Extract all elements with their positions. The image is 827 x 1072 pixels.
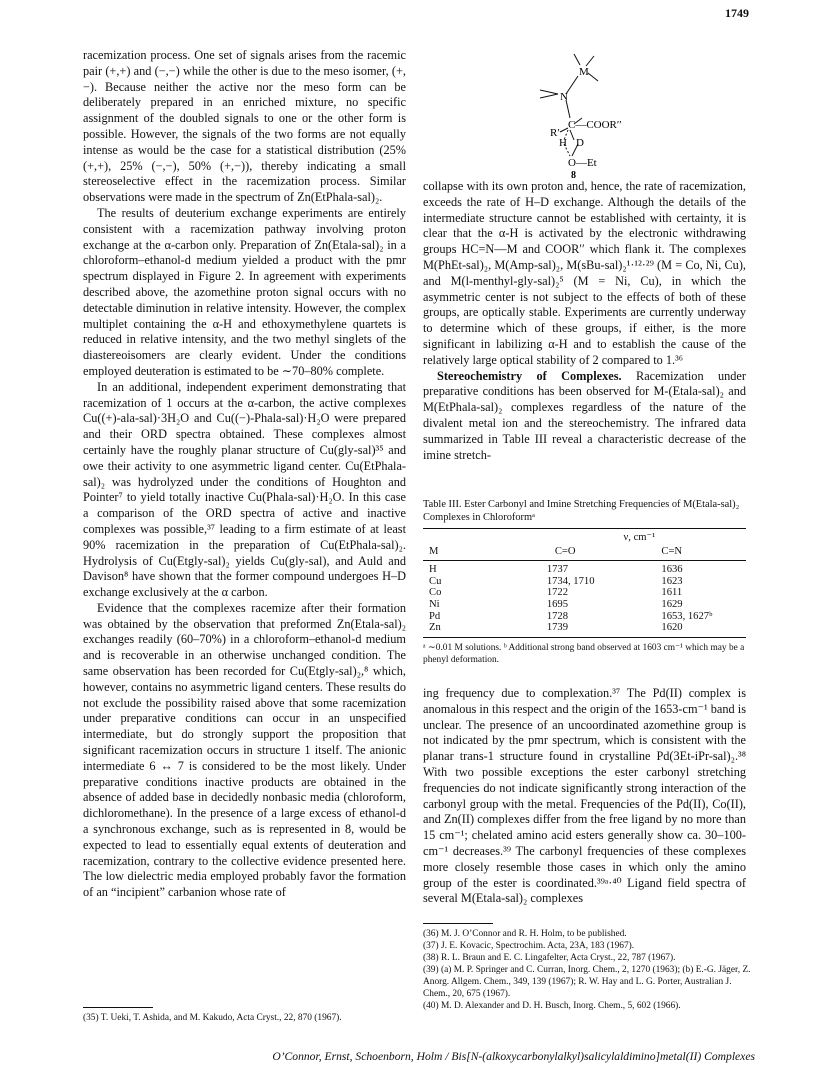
- paragraph: The results of deuterium exchange experiments are entirely consistent with a racemization pathway involving proton exchange at the α-carbon only. Preparation of Zn(Etala-sal)₂ in a chloroform–ethanol-d medium yielded a product with the pmr spectrum displayed in Figure 2. In agreement with experiments described above, the azomethine proton signal occurs with no detectable diminution in relative intensity. However, the complex multiplet containing the α-H and ethoxymethylene quartets is reduced in relative intensity, and the two methyl singlets of the diastereoisomers are clearly evident. Under the conditions employed deuteration is estimated to be ∼70–80% complete.: [83, 205, 406, 378]
- paragraph: ing frequency due to complexation.³⁷ The Pd(II) complex is anomalous in this respect and the origin of the 1653-cm⁻¹ band is unclear. The presence of an uncoordinated azomethine group is not indicated by the pmr spectrum, which is consistent with the planar trans-1 structure found in crystalline Pd(3Et-iPr-sal)₂.³⁸ With two possible exceptions the ester carbonyl stretching frequencies do not indicate significantly strong interaction of the carbonyl group with the metal. Frequencies of the Pd(II), Co(II), and Zn(II) complexes differ from the free ligand by no more than 15 cm⁻¹; chelated amino acid esters generally show ca. 30–100-cm⁻¹ decreases.³⁹ The carbonyl frequencies of these complexes more closely resemble those cases in which only the amino group of the ester is coordinated.³⁹ᵃ·⁴⁰ Ligand field spectra of several M(Etala-sal)₂ complexes: [423, 686, 746, 906]
- r-group-label: R′: [550, 127, 560, 139]
- right-column-bottom: [423, 686, 746, 907]
- footnote-divider: [423, 923, 493, 924]
- footnote: (37) J. E. Kovacic, Spectrochim. Acta, 23A, 183 (1967).: [423, 941, 635, 951]
- table-iii: [423, 498, 746, 666]
- table-row: Co 1722 1611: [429, 587, 683, 599]
- page-number: 1749: [725, 6, 749, 20]
- paragraph-text: Racemization under preparative conditions has been observed for M-(Etala-sal)₂ and M(EtPhala-sal)₂ complexes regardless of the nature of the divalent metal ion and the stereochemistry. The infrared data summarized in Table III reveal a characteristic decrease of the imine stretch-: [423, 368, 746, 462]
- table-row: Pd 1728 1653, 1627ᵇ: [429, 610, 713, 622]
- data-table: [423, 528, 746, 638]
- structure-number: 8: [571, 170, 576, 180]
- paragraph: [423, 369, 746, 464]
- section-heading: Stereochemistry of Complexes.: [437, 368, 622, 383]
- ethoxy-label: O—Et: [568, 157, 597, 169]
- footnote: (39) (a) M. P. Springer and C. Curran, Inorg. Chem., 2, 1270 (1963); (b) E.-G. Jäger, Z. Anorg. Allgem. Chem., 349, 139 (1967); R. W. Hay and L. G. Porter, Australian J. Chem., 20, 675 (1967).: [423, 965, 751, 999]
- right-column-top: [423, 179, 746, 463]
- nitrogen-label: N: [560, 91, 568, 103]
- metal-label: M: [579, 66, 589, 78]
- footnote: (36) M. J. O’Connor and R. H. Holm, to be published.: [423, 929, 627, 939]
- column-header: M: [429, 545, 439, 557]
- table-row: Cu 1734, 1710 1623: [429, 575, 683, 587]
- hydrogen-label: H: [559, 137, 567, 149]
- table-row: Ni 1695 1629: [429, 598, 683, 610]
- column-header: C=N: [661, 545, 683, 557]
- footnote-divider: [83, 1007, 153, 1008]
- footnote: (38) R. L. Braun and E. C. Lingafelter, Acta Cryst., 22, 787 (1967).: [423, 953, 676, 963]
- paragraph: racemization process. One set of signals arises from the racemic pair (+,+) and (−,−) while the other is due to the meso isomer, (+,−). Because neither the active nor the meso form can be deliberately prepared in an enriched mixture, no specific assignment of the doubled signals to one or the other form is possible. However, the signals of the two forms are not equally intense as would be the case for a statistical distribution (25% (+,+), 25% (−,−), 50% (+,−)), thereby indicating a small stereoselective effect in the racemization process. Similar observations were made in the spectrum of Zn(EtPhala-sal)₂.: [83, 48, 406, 205]
- deuterium-label: D: [576, 137, 584, 149]
- chemical-structure-8: [532, 40, 672, 180]
- paragraph: collapse with its own proton and, hence, the rate of racemization, exceeds the rate of H–D exchange. Although the details of the intermediate structure cannot be established with certainty, it is clear that the α-H is activated by the electronic withdrawing groups HC=N—M and COOR′′ which flank it. The complexes M(PhEt-sal)₂, M(Amp-sal)₂, M(sBu-sal)₂¹·¹²·²⁹ (M = Co, Ni, Cu), and M(l-menthyl-gly-sal)₂⁵ (M = Ni, Cu), in which the asymmetric center is not subject to the effects of both of these groups, are optically stable. Experiments are currently underway to determine which of these groups, if either, is the more significant in labilizing α-H and to establish the cause of the relatively large optical stability of 2 compared to 1.³⁶: [423, 179, 746, 367]
- column-header: C=O: [554, 545, 576, 557]
- paragraph: In an additional, independent experiment demonstrating that racemization of 1 occurs at the α-carbon, the active complexes Cu((+)-ala-sal)·3H₂O and Cu((−)-Phala-sal)·H₂O were prepared and their ORD spectra obtained. These complexes almost certainly have the roughly planar structure of Cu(gly-sal)³⁵ and owe their activity to one asymmetric ligand center. Cu(EtPhala-sal)₂ was hydrolyzed under the conditions of Houghton and Pointer⁷ to yield totally inactive Cu(Phala-sal)·H₂O. In this case a comparison of the ORD spectra of active and inactive complexes was possible,³⁷ leading to a firm estimate of at least 90% racemization in the preparation of Cu(EtPhala-sal)₂. Hydrolysis of Cu(Etgly-sal)₂ yields Cu(gly-sal), and Auld and Davison⁸ have shown that the former compound undergoes H–D exchange exclusively at the α carbon.: [83, 379, 406, 600]
- paragraph: Evidence that the complexes racemize after their formation was obtained by the observation that preformed Zn(Etala-sal)₂ exchanges readily (60–70%) in a chloroform–ethanol-d medium and is recoverable in an otherwise unchanged condition. The same observation has been recorded for Cu(Etgly-sal)₂,⁸ which, however, contains no asymmetric ligand centers. These results do not exclude the possibility raised above that some racemization under preparative conditions can occur in an unspecified intermediate, but do strongly support the proposition that significant racemization occurs in structure 1 itself. The anionic intermediate 6 ↔ 7 is considered to be the most likely. Under preparative conditions inactive products are obtained in the absence of added base in decidedly nonbasic media (chloroform, dichloromethane). In the presence of a large excess of ethanol-d a synchronous exchange, such as is represented in 8, would be expected to lead to essentially equal extents of deuteration and racemization, contrary to the collective evidence presented here. The low dielectric media employed probably favor the formation of an “incipient” carbanion whose rate of: [83, 600, 406, 900]
- ester-label: C—COOR′′: [568, 119, 622, 131]
- running-footer: O’Connor, Ernst, Schoenborn, Holm / Bis[N-(alkoxycarbonylalkyl)salicylaldimino]metal(II) Complexes: [272, 1050, 755, 1063]
- footnote: (40) M. D. Alexander and D. H. Busch, Inorg. Chem., 5, 602 (1966).: [423, 1001, 681, 1011]
- left-column: [83, 48, 406, 901]
- footnote-left: (35) T. Ueki, T. Ashida, and M. Kakudo, Acta Cryst., 22, 870 (1967).: [83, 1013, 342, 1023]
- table-row: H 1737 1636: [429, 564, 683, 576]
- footnotes-right: [423, 928, 753, 1012]
- table-caption: Table III. Ester Carbonyl and Imine Stretching Frequencies of M(Etala-sal)₂ Complexes in Chloroformᵃ: [423, 499, 740, 523]
- table-footnote: ᵃ ∼0.01 M solutions. ᵇ Additional strong band observed at 1603 cm⁻¹ which may be a phenyl deformation.: [423, 642, 745, 665]
- structure-drawing: [532, 40, 672, 180]
- unit-header: ν, cm⁻¹: [623, 532, 656, 543]
- table-row: Zn 1739 1620: [423, 622, 746, 637]
